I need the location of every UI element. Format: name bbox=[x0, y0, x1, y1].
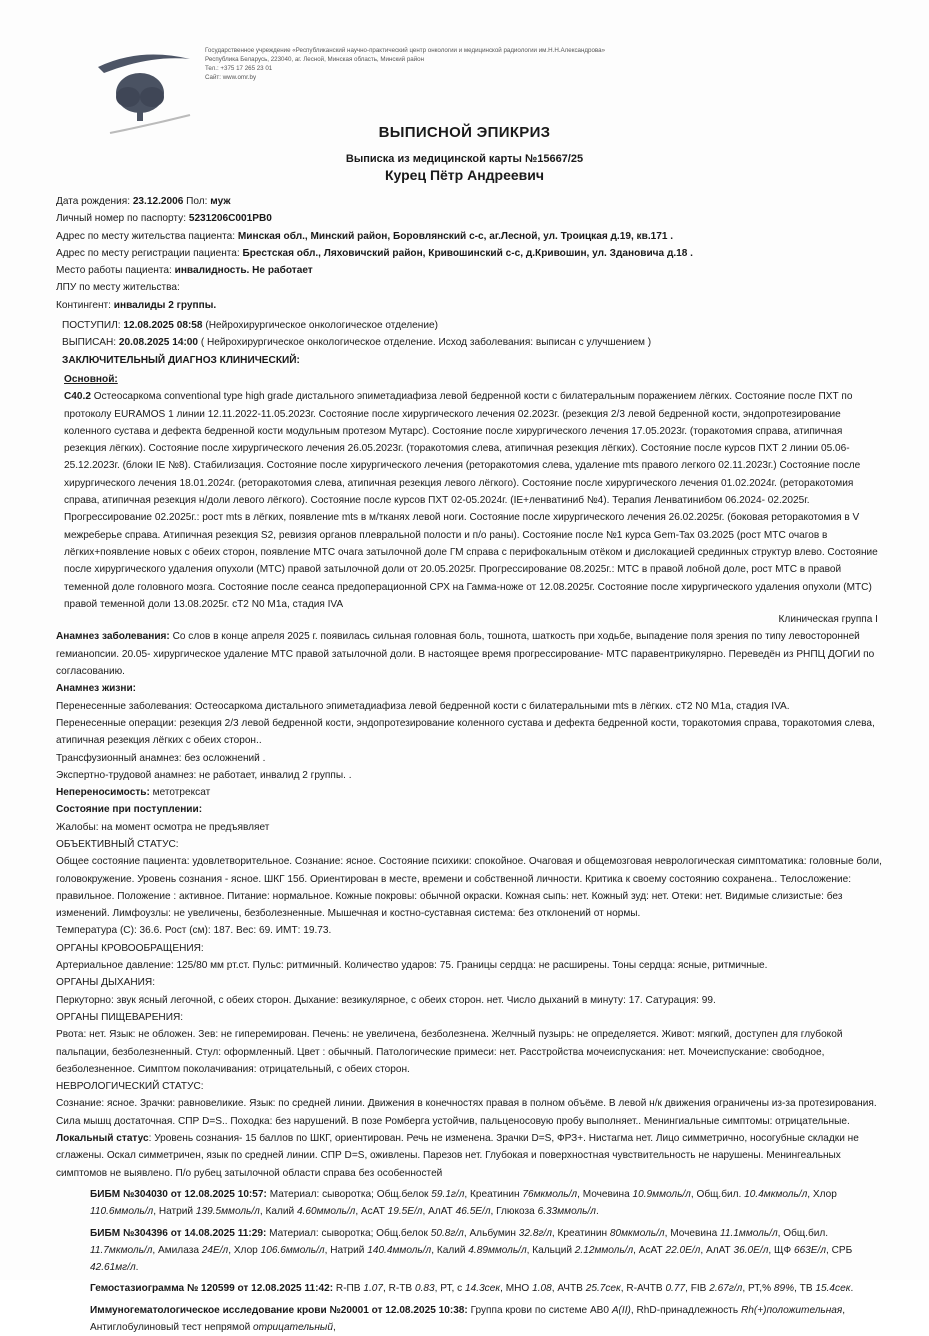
digestion-heading: ОРГАНЫ ПИЩЕВАРЕНИЯ: bbox=[56, 1011, 184, 1023]
circulation-heading: ОРГАНЫ КРОВООБРАЩЕНИЯ: bbox=[56, 942, 204, 954]
document-title: ВЫПИСНОЙ ЭПИКРИЗ bbox=[378, 124, 551, 141]
lab-value: 76мкмоль/л bbox=[522, 1188, 578, 1200]
lab-text: , Антиглобулиновый тест непрямой bbox=[90, 1304, 846, 1333]
admission-state-heading bbox=[56, 801, 886, 818]
lab-title: БИБМ №304030 от 12.08.2025 10:57: bbox=[90, 1188, 267, 1200]
lab-text: Материал: сыворотка; Общ.белок bbox=[266, 1188, 432, 1200]
lab-result bbox=[56, 1225, 886, 1277]
lab-result bbox=[56, 1280, 886, 1297]
letterhead-site: Сайт: www.omr.by bbox=[205, 74, 257, 81]
birth-date-line bbox=[56, 193, 886, 210]
contingent-line bbox=[56, 297, 886, 314]
letterhead bbox=[205, 46, 685, 82]
label: Личный номер по паспорту: bbox=[56, 213, 189, 225]
lab-value: 50.8г/л bbox=[430, 1227, 464, 1239]
lab-text: , АлАТ bbox=[700, 1244, 734, 1256]
label: Адрес по месту жительства пациента: bbox=[56, 230, 238, 242]
label: Анамнез жизни: bbox=[56, 683, 137, 695]
lab-value: 10.9ммоль/л bbox=[632, 1188, 691, 1200]
diagnosis-text: Остеосаркома conventional type high grade дистального эпиметадиафиза левой бедренной кости с билатеральным поражением лёгких. Состояние после ПХТ по протоколу EURAMOS 1 линии 12.11.2022-11.05.2023г. Состояние после хирургического лечения 02.2023г. (резекция 2/3 левой бедренной кости, эндопротезирование коленного сустава и дефекта бедренной кости модульным протезом Мутарс). Состояние после хирургического лечения 17.05.2023г. (торакотомия справа, атипичная резекция лёгких). Состояние после хирургического лечения 26.05.2023г. (торакотомия слева, атипичная резекция лёгких). Состояние после курсов ПХТ 2 линии 05.06-25.12.2023г. (блоки IE №8). Стабилизация. Состояние после хирургического лечения (реторакотомия слева, удаление mts правого легкого 02.11.2023г.) Состояние после хирургического лечения 18.01.2024г. (реторакотомия слева, атипичная резекция левого лёгкого). Состояние после хирургического лечения 01.02.2024г. (реторакотомия справа, атипичная резекция н/доли левого лёгкого). Состояние после курсов ПХТ 02-05.2024г. (IE+ленватиниб №4). Терапия Ленватинибом 06.2024- 02.2025г. Прогрессирование 02.2025г.: рост mts в лёгких, появление mts в м/тканях левой ноги. Состояние после хирургического лечения 26.02.2025г. (боковая реторакотомия в V межреберье справа. Атипичная резекция S2, ревизия органов плевральной полости и п/о раны). Состояние после №1 курса Gem-Tax 03.2025 (рост МТС очагов в лёгких+появление новых с обеих сторон, появление МТС очага затылочной доле ГМ справа с перифокальным отёком и дислокацией срединных структур влево. Состояние после хирургического удаления опухоли (МТС) правой затылочной доли от 20.05.2025г. Прогрессирование 08.2025г.: МТС в правой лобной доле, рост МТС в правой теменной доле головного мозга. Состояние после сеанса предоперационной СРХ на Гамма-ноже от 12.08.2025г. Состояние после хирургического удаления опухоли (МТС) правой теменной доли 13.08.2025г. cT2 N0 M1a, стадия IVA bbox=[64, 391, 878, 610]
lab-text: . bbox=[595, 1206, 599, 1218]
disease-anamnesis-text: Со слов в конце апреля 2025 г. появилась сильная головная боль, тошнота, шаткость при ходьбе, выпадение поля зрения по типу левосторонней гемианопсии. 20.05- хирургическое удаление МТС правой затылочной доли. В настоящее время прогрессирование- МТС паравентрикулярно. Переведён из РНПЦ ДОГиИ по согласованию. bbox=[56, 631, 875, 678]
clinic-line bbox=[56, 279, 886, 296]
neuro-text: Сознание: ясное. Зрачки: равновеликие. Язык: по средней линии. Движения в конечностях правая в полном объёме. В левой н/к движения ограничены из-за протезирования. Сила мышц достаточная. СПР D=S.. Походка: без нарушений. В позе Ромберга устойчив, пальценосовую пробу выполняет.. Менингиальные симптомы: отрицательные. bbox=[56, 1098, 877, 1127]
lab-value: 19.5Е/л bbox=[387, 1206, 423, 1218]
lab-text: , РТ, с bbox=[434, 1283, 466, 1295]
lab-text: , R-АЧТВ bbox=[620, 1283, 666, 1295]
past-diseases: Перенесенные заболевания: Остеосаркома дистального эпиметадиафиза левой бедренной кости с билатеральными mts в лёгких. cT2 N0 M1a, стадия IVA. bbox=[56, 700, 790, 712]
letterhead-address: Республика Беларусь, 223040, аг. Лесной, Минская область, Минский район bbox=[205, 56, 425, 63]
intolerance bbox=[56, 784, 886, 801]
admitted-note: (Нейрохирургическое онкологическое отделение) bbox=[202, 320, 438, 332]
lab-text: , FIB bbox=[685, 1283, 710, 1295]
lab-text: , Натрий bbox=[324, 1244, 368, 1256]
lab-value: 2.12ммоль/л bbox=[574, 1244, 634, 1256]
lab-value: 0.77 bbox=[665, 1283, 686, 1295]
main-diagnosis-text bbox=[56, 388, 886, 613]
lab-value: 11.7мкмоль/л bbox=[90, 1244, 153, 1256]
lab-text: , АлАТ bbox=[422, 1206, 456, 1218]
lab-text: , МНО bbox=[500, 1283, 533, 1295]
heading: ЗАКЛЮЧИТЕЛЬНЫЙ ДИАГНОЗ КЛИНИЧЕСКИЙ: bbox=[62, 354, 300, 366]
diagnosis-code: C40.2 bbox=[64, 391, 91, 403]
transfusion-anamnesis: Трансфузионный анамнез: без осложнений . bbox=[56, 752, 266, 764]
discharged-date: 20.08.2025 14:00 bbox=[118, 337, 199, 349]
admitted-line bbox=[56, 317, 886, 334]
lab-text: Группа крови по системе АВ0 bbox=[467, 1304, 612, 1316]
discharged-line bbox=[56, 334, 886, 351]
lab-text: , Кальций bbox=[526, 1244, 575, 1256]
local-status-text: : Уровень сознания- 15 баллов по ШКГ, ориентирован. Речь не изменена. Зрачки D=S, ФРЗ+. Нистагма нет. Лицо симметрично, носогубные складки не сглажены. Оскал симметричен, язык по средней линии. СПР D=S, оживлены. Парезов нет. Глубокая и поверхностная чувствительность не нарушены. Менингеальных симптомов не выявлено. П/о рубец затылочной области справа без особенностей bbox=[56, 1133, 859, 1179]
lab-value: 1.08 bbox=[532, 1283, 552, 1295]
lab-value: 140.4ммоль/л bbox=[367, 1244, 432, 1256]
lab-value: отрицательный bbox=[253, 1322, 333, 1333]
lab-value: 4.89ммоль/л bbox=[468, 1244, 527, 1256]
lab-value: 24Е/л bbox=[201, 1244, 229, 1256]
life-anamnesis-label bbox=[56, 680, 886, 697]
label: Анамнез заболевания: bbox=[56, 631, 170, 643]
lab-text: , АсАТ bbox=[355, 1206, 388, 1218]
lab-value: 0.83 bbox=[414, 1283, 435, 1295]
lab-result bbox=[56, 1186, 886, 1221]
disease-anamnesis bbox=[56, 628, 886, 680]
label: ПОСТУПИЛ: bbox=[62, 320, 124, 332]
lab-value: 1.07 bbox=[363, 1283, 383, 1295]
workplace-line bbox=[56, 262, 886, 279]
intolerance-value: метотрексат bbox=[149, 787, 211, 799]
passport-number: 5231206C001PB0 bbox=[188, 213, 272, 225]
label: Пол: bbox=[183, 196, 211, 207]
lab-text: , Хлор bbox=[228, 1244, 261, 1256]
lab-text: , Общ.бил. bbox=[690, 1188, 745, 1200]
letterhead-institution: Государственное учреждение «Республиканский научно-практический центр онкологии и медицинской радиологии им.Н.Н.Александрова» bbox=[205, 47, 606, 54]
lab-text: , Креатинин bbox=[464, 1188, 523, 1200]
lab-text: , Общ.бил. bbox=[777, 1227, 829, 1239]
lab-value: 110.6ммоль/л bbox=[90, 1206, 154, 1218]
label: Непереносимость: bbox=[56, 787, 150, 799]
lab-value: 59.1г/л bbox=[431, 1188, 465, 1200]
lab-text: , Мочевина bbox=[664, 1227, 721, 1239]
registration-address: Брестская обл., Ляховичский район, Кривошинский с-с, д.Кривошин, ул. Здановича д.18 . bbox=[242, 247, 693, 259]
lab-value: Rh(+)положительная bbox=[740, 1304, 843, 1316]
respiration-heading: ОРГАНЫ ДЫХАНИЯ: bbox=[56, 977, 156, 989]
lab-value: 10.4мкмоль/л bbox=[744, 1188, 808, 1200]
lab-value: 42.61мг/л bbox=[90, 1262, 136, 1274]
residence-address: Минская обл., Минский район, Боровлянский с-с, аг.Лесной, ул. Троицкая д.19, кв.171 . bbox=[237, 230, 674, 242]
complaints: Жалобы: на момент осмотра не предъявляет bbox=[56, 821, 270, 833]
contingent: инвалиды 2 группы. bbox=[113, 299, 217, 311]
lab-text: R-ПВ bbox=[333, 1283, 364, 1295]
lab-value: 32.8г/л bbox=[518, 1227, 552, 1239]
lab-value: 106.6ммоль/л bbox=[260, 1244, 325, 1256]
lab-value: 14.3сек bbox=[465, 1283, 501, 1295]
lab-value: 2.67г/л bbox=[709, 1283, 743, 1295]
label: Дата рождения: bbox=[56, 196, 133, 207]
lab-title: Иммуногематологическое исследование крови №20001 от 12.08.2025 10:38: bbox=[90, 1304, 468, 1316]
main-diagnosis-label bbox=[56, 371, 886, 388]
lab-text: . bbox=[135, 1262, 139, 1274]
lab-text: Материал: сыворотка; Общ.белок bbox=[266, 1227, 431, 1239]
lab-value: 25.7сек bbox=[585, 1283, 621, 1295]
lab-text: , ЩФ bbox=[768, 1244, 794, 1256]
label: Локальный статус bbox=[56, 1133, 149, 1145]
lab-text: , Креатинин bbox=[551, 1227, 610, 1239]
clinical-group: Клиническая группа I bbox=[778, 614, 878, 626]
registration-line bbox=[56, 245, 886, 262]
document-subtitle: Выписка из медицинской карты №15667/25 bbox=[345, 153, 584, 165]
lab-value: 80мкмоль/л bbox=[609, 1227, 665, 1239]
lab-text: , Натрий bbox=[153, 1206, 196, 1218]
lab-text: , RhD-принадлежность bbox=[630, 1304, 741, 1316]
objective-heading: ОБЪЕКТИВНЫЙ СТАТУС: bbox=[56, 838, 179, 850]
lab-text: , СРБ bbox=[826, 1244, 853, 1256]
lab-text: . bbox=[850, 1283, 854, 1295]
lab-text: , РТ,% bbox=[742, 1283, 774, 1295]
discharged-note: ( Нейрохирургическое онкологическое отделение. Исход заболевания: выписан с улучшением ) bbox=[198, 337, 652, 349]
objective-text: Общее состояние пациента: удовлетворительное. Сознание: ясное. Состояние психики: спокойное. Очаговая и общемозговая неврологическая симптоматика: головные боли, головокружение. Уровень сознания - ясное. ШКГ 15б. Ориентирован в месте, времени и собственной личности. Критика к своему состоянию сохранена.. Телосложение: правильное. Положение : активное. Питание: нормальное. Кожные покровы: обычной окраски. Кожная сыпь: нет. Кожный зуд: нет. Отеки: нет. Видимые слизистые: без изменений. Лимфоузлы: не увеличены, безболезненные. Мышечная и костно-суставная система: без отклонений от нормы. bbox=[56, 856, 882, 920]
local-status bbox=[56, 1130, 886, 1182]
lab-value: 36.0Е/л bbox=[733, 1244, 769, 1256]
label: ВЫПИСАН: bbox=[62, 337, 119, 349]
admitted-date: 12.08.2025 08:58 bbox=[123, 320, 203, 332]
label: Адрес по месту регистрации пациента: bbox=[56, 247, 243, 259]
residence-line bbox=[56, 228, 886, 245]
lab-title: Гемостазиограмма № 120599 от 12.08.2025 11:42: bbox=[90, 1283, 334, 1295]
past-operations: Перенесенные операции: резекция 2/3 левой бедренной кости, эндопротезирование коленного сустава и дефекта бедренной кости, торакотомия справа, торакотомия слева, атипичная резекция лёгких с обеих сторон.. bbox=[56, 717, 875, 747]
heading: Состояние при поступлении: bbox=[56, 804, 203, 816]
lab-value: 6.33ммоль/л bbox=[537, 1206, 596, 1218]
label: Основной: bbox=[64, 373, 118, 385]
lab-value: 89% bbox=[773, 1283, 795, 1295]
lab-results bbox=[56, 1186, 886, 1336]
sex: муж bbox=[210, 196, 231, 207]
lab-value: 139.5ммоль/л bbox=[195, 1206, 260, 1218]
label: ЛПУ по месту жительства: bbox=[56, 282, 180, 294]
workplace: инвалидность. Не работает bbox=[174, 265, 313, 277]
label: Место работы пациента: bbox=[56, 265, 175, 277]
lab-value: A(II) bbox=[611, 1304, 631, 1316]
lab-text: , Калий bbox=[259, 1206, 297, 1218]
lab-value: 663Е/л bbox=[793, 1244, 827, 1256]
label: Контингент: bbox=[56, 299, 114, 311]
lab-value: 46.5Е/л bbox=[455, 1206, 491, 1218]
lab-text: , Хлор bbox=[807, 1188, 837, 1200]
lab-value: 4.60ммоль/л bbox=[296, 1206, 356, 1218]
passport-line bbox=[56, 210, 886, 227]
patient-name: Курец Пётр Андреевич bbox=[384, 167, 545, 183]
work-anamnesis: Экспертно-трудовой анамнез: не работает, инвалид 2 группы. . bbox=[56, 769, 352, 781]
neuro-heading: НЕВРОЛОГИЧЕСКИЙ СТАТУС: bbox=[56, 1081, 204, 1093]
lab-text: , Калий bbox=[431, 1244, 469, 1256]
letterhead-phone: Тел.: +375 17 265 23 01 bbox=[205, 65, 273, 72]
lab-text: , Мочевина bbox=[577, 1188, 633, 1200]
lab-text: , Глюкоза bbox=[490, 1206, 538, 1218]
lab-value: 15.4сек bbox=[815, 1283, 851, 1295]
lab-text: , АсАТ bbox=[633, 1244, 666, 1256]
lab-text: , Альбумин bbox=[463, 1227, 519, 1239]
lab-result bbox=[56, 1302, 886, 1336]
digestion-text: Рвота: нет. Язык: не обложен. Зев: не гиперемирован. Печень: не увеличена, безболезнена. Желчный пузырь: не определяется. Живот: мягкий, доступен для глубокой пальпации, безболезненный. Стул: оформленный. Цвет : обычный. Патологические примеси: нет. Расстройства мочеиспускания: нет. Мочеиспускание: свободное, безболезненное. Симптом поколачивания: отрицательный, с обеих сторон. bbox=[56, 1029, 843, 1075]
lab-text: , АЧТВ bbox=[551, 1283, 586, 1295]
lab-text: , Амилаза bbox=[152, 1244, 202, 1256]
vitals: Температура (С): 36.6. Рост (см): 187. Вес: 69. ИМТ: 19.73. bbox=[56, 925, 332, 937]
respiration-text: Перкуторно: звук ясный легочной, с обеих сторон. Дыхание: везикулярное, с обеих сторон. нет. Число дыханий в минуту: 17. Сатурация: 99. bbox=[56, 994, 716, 1006]
lab-text: , R-ТВ bbox=[383, 1283, 415, 1295]
document-body bbox=[56, 193, 886, 1336]
diagnosis-heading bbox=[56, 352, 886, 369]
lab-text: , ТВ bbox=[794, 1283, 816, 1295]
lab-value: 11.1ммоль/л bbox=[720, 1227, 778, 1239]
birth-date: 23.12.2006 bbox=[132, 196, 184, 207]
lab-value: 22.0Е/л bbox=[665, 1244, 701, 1256]
lab-text: , bbox=[332, 1322, 336, 1333]
lab-title: БИБМ №304396 от 14.08.2025 11:29: bbox=[90, 1227, 267, 1239]
circulation-text: Артериальное давление: 125/80 мм рт.ст. Пульс: ритмичный. Количество ударов: 75. Границы сердца: не расширены. Тоны сердца: ясные, ритмичные. bbox=[56, 960, 768, 972]
